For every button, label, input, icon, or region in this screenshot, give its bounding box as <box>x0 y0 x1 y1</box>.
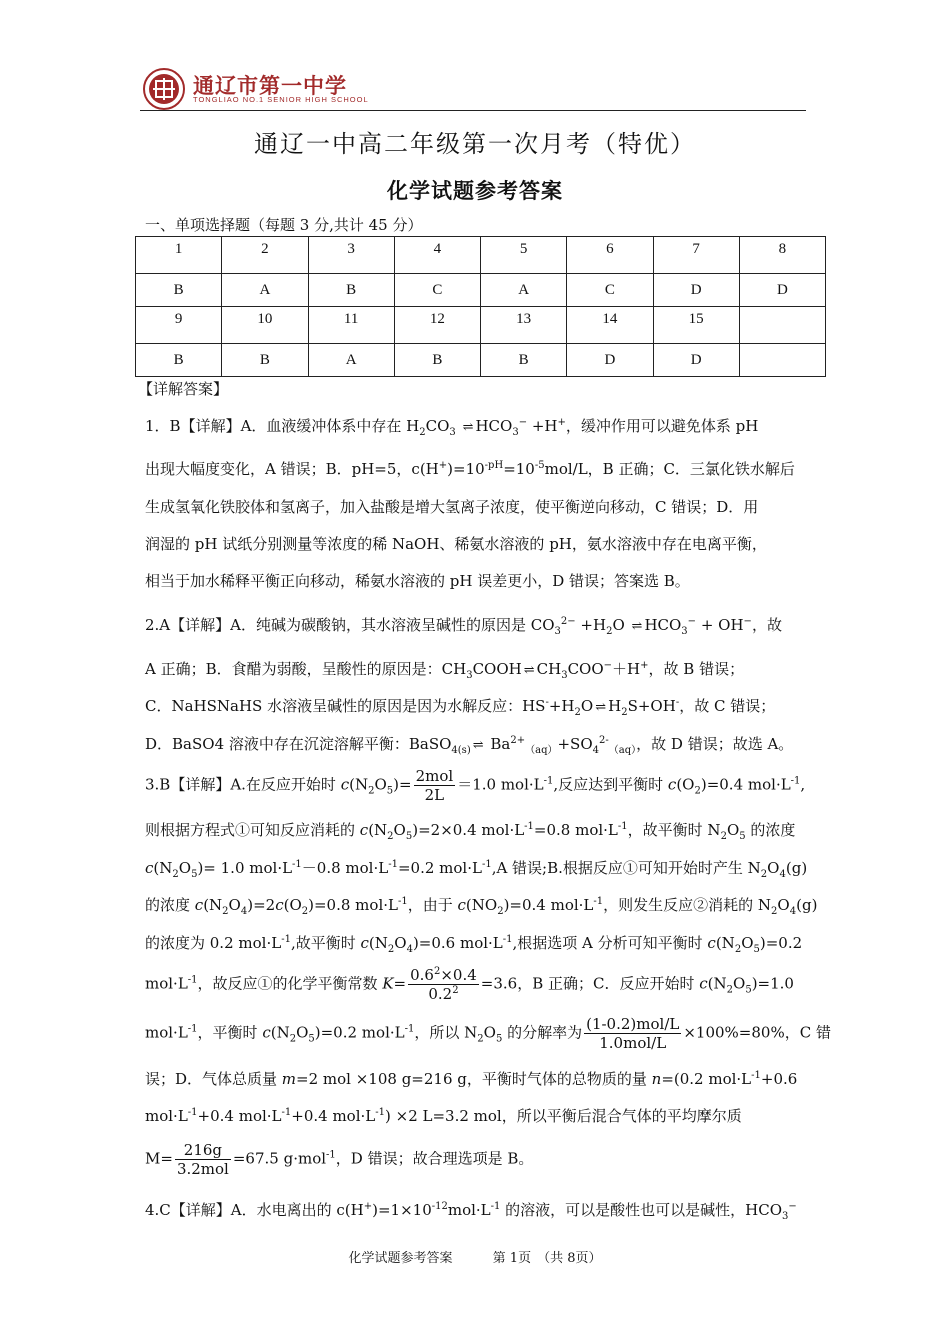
answer-cell: D <box>653 274 739 307</box>
q1-line-4: 润湿的 pH 试纸分别测量等浓度的稀 NaOH、稀氨水溶液的 pH，氨水溶液中存在电离平衡， <box>145 535 767 553</box>
answer-table <box>135 236 826 377</box>
q1-line-1: 1．B【详解】A．血液缓冲体系中存在 $H_2CO_3$ ⇌ $HCO_3^- +H^+$，缓冲作用可以避免体系 pH <box>145 417 759 438</box>
answer-cell: A <box>222 274 308 307</box>
question-number: 4 <box>394 237 480 274</box>
answer-cell: C <box>394 274 480 307</box>
q3-line-3: $c(N_2O_5)= 1.0$ $mol\cdot L^{-1}-0.8$ $mol\cdot L^{-1}=0.2$ $mol\cdot L^{-1},A$ 错误;B.根据反应①可知开始时产生 $N_2O_4(g)$ <box>145 859 808 880</box>
q1-line-3: 生成氢氧化铁胶体和氢离子，加入盐酸是增大氢离子浓度，使平衡逆向移动，C 错误；D．用 <box>145 498 759 516</box>
answer-cell: B <box>481 344 567 377</box>
q2-line-4: D．BaSO4 溶液中存在沉淀溶解平衡：BaSO$_{4(s)}$ ⇌ $Ba^{2+}_{(aq)}+SO_4^{2-}_{(aq)}$，故 D 错误；故选 A。 <box>145 735 794 756</box>
q3-line-7: $mol\cdot L^{-1}$，平衡时 $c(N_2O_5)=0.2$ $mol\cdot L^{-1}$，所以 $N_2O_5$ 的分解率为 $\frac{\text{(1-0.2)mol/L}}{\text{1.0mol/L}}$ ×100%=80%，C 错 <box>145 1015 831 1052</box>
q1-line-2: 出现大幅度变化，A 错误；B．pH=5，$c(H^+)=10^{-pH}=10^{-5}mol/L$，B 正确；C．三氯化铁水解后 <box>145 460 795 478</box>
question-number: 12 <box>394 307 480 344</box>
question-number: 10 <box>222 307 308 344</box>
exam-title: 通辽一中高二年级第一次月考（特优） <box>254 130 696 158</box>
q3-line-10: M= $\frac{216g}{\text{3.2mol}}$ =67.5 g·mol$^{-1}$，D 错误；故合理选项是 B。 <box>145 1141 534 1178</box>
q3-line-2: 则根据方程式①可知反应消耗的 $c(N_2O_5)=2\times 0.4$ $mol\cdot L^{-1}=0.8$ $mol\cdot L^{-1}$，故平衡时 $N_2O_5$ 的浓度 <box>145 821 796 842</box>
question-number: 8 <box>739 237 825 274</box>
q2-line-1: 2.A【详解】A．纯碱为碳酸钠，其水溶液呈碱性的原因是 $CO_3^{2-} +H_2O$ ⇌ $HCO_3^- + OH^-$，故 <box>145 616 782 637</box>
question-number: 6 <box>567 237 653 274</box>
question-number: 1 <box>136 237 222 274</box>
q3-line-8: 误；D．气体总质量 m=2 mol ×108 g=216 g，平衡时气体的总物质的量 n=(0.2 $mol\cdot L^{-1}+0.6$ <box>145 1070 798 1088</box>
school-name: 通辽市第一中学 <box>193 74 347 98</box>
subject-title: 化学试题参考答案 <box>387 179 563 203</box>
answer-cell: C <box>567 274 653 307</box>
q3-line-4: 的浓度 $c(N_2O_4)=2c(O_2)=0.8$ $mol\cdot L^{-1}$，由于 $c(NO_2)=0.4$ $mol\cdot L^{-1}$，则发生反应②消耗的 $N_2O_4(g)$ <box>145 896 818 917</box>
answer-cell: B <box>308 274 394 307</box>
answer-cell: D <box>739 274 825 307</box>
q2-line-2: A 正确；B．食醋为弱酸，呈酸性的原因是：$CH_3COOH$ ⇌ $CH_3COO^-+H^+$，故 B 错误； <box>145 660 745 681</box>
answer-cell: D <box>567 344 653 377</box>
school-logo-icon <box>143 68 185 110</box>
question-number: 11 <box>308 307 394 344</box>
detail-label: 【详解答案】 <box>138 380 229 398</box>
footer-page-total: （共 8页） <box>537 1251 602 1266</box>
q3-line-9: $mol\cdot L^{-1}+0.4$ $mol\cdot L^{-1}+0.4$ $mol\cdot L^{-1}) \times 2$ L=3.2 mol，所以平衡后混合气体的平均摩尔质 <box>145 1107 742 1125</box>
q1-line-5: 相当于加水稀释平衡正向移动，稀氨水溶液的 pH 误差更小，D 错误；答案选 B。 <box>145 572 690 590</box>
q4-line-1: 4.C【详解】A．水电离出的 $c(H^+)=1\times 10^{-12}mol\cdot L^{-1}$ 的溶液，可以是酸性也可以是碱性，$HCO_3^-$ <box>145 1201 797 1222</box>
question-number: 9 <box>136 307 222 344</box>
q3-line-6: $mol\cdot L^{-1}$，故反应①的化学平衡常数 K= $\frac{0.6^2\times 0.4}{0.2^2}$ =3.6，B 正确；C．反应开始时 $c(N_2O_5)=1.0$ <box>145 966 794 1003</box>
question-number: 7 <box>653 237 739 274</box>
q2-line-3: C．NaHSNaHS 水溶液呈碱性的原因是因为水解反应：$HS^-+H_2O$ ⇌ $H_2S+OH^-$，故 C 错误； <box>145 697 776 718</box>
answer-cell: D <box>653 344 739 377</box>
footer-title: 化学试题参考答案 <box>348 1251 453 1266</box>
q3-line-1: 3.B【详解】A.在反应开始时 $c(N_2O_5)=$ $\frac{\text{2mol}}{2L}$ ＝1.0 $mol\cdot L^{-1}$,反应达到平衡时 $c(O_2)=0.4$ $mol\cdot L^{-1}$, <box>145 767 806 804</box>
section-title: 一、单项选择题（每题 3 分,共计 45 分） <box>145 216 423 234</box>
table-row <box>136 307 826 344</box>
answer-cell: B <box>136 274 222 307</box>
question-number: 14 <box>567 307 653 344</box>
table-row <box>136 237 826 274</box>
answer-cell <box>739 344 825 377</box>
question-number: 5 <box>481 237 567 274</box>
footer-page-number: 第 1页 <box>492 1251 532 1266</box>
table-row <box>136 344 826 377</box>
question-number: 15 <box>653 307 739 344</box>
answer-cell: A <box>481 274 567 307</box>
q3-line-5: 的浓度为 0.2 $mol\cdot L^{-1}$,故平衡时 $c(N_2O_4)=0.6$ $mol\cdot L^{-1}$,根据选项 A 分析可知平衡时 $c(N_2O_5)=0.2$ <box>145 934 803 955</box>
answer-cell: B <box>394 344 480 377</box>
table-row <box>136 274 826 307</box>
answer-cell: A <box>308 344 394 377</box>
answer-cell: B <box>136 344 222 377</box>
school-name-english: TONGLIAO NO.1 SENIOR HIGH SCHOOL <box>193 95 369 104</box>
question-number: 3 <box>308 237 394 274</box>
question-number <box>739 307 825 344</box>
question-number: 2 <box>222 237 308 274</box>
answer-cell: B <box>222 344 308 377</box>
page-footer <box>0 1247 950 1266</box>
question-number: 13 <box>481 307 567 344</box>
header-divider <box>140 110 806 111</box>
